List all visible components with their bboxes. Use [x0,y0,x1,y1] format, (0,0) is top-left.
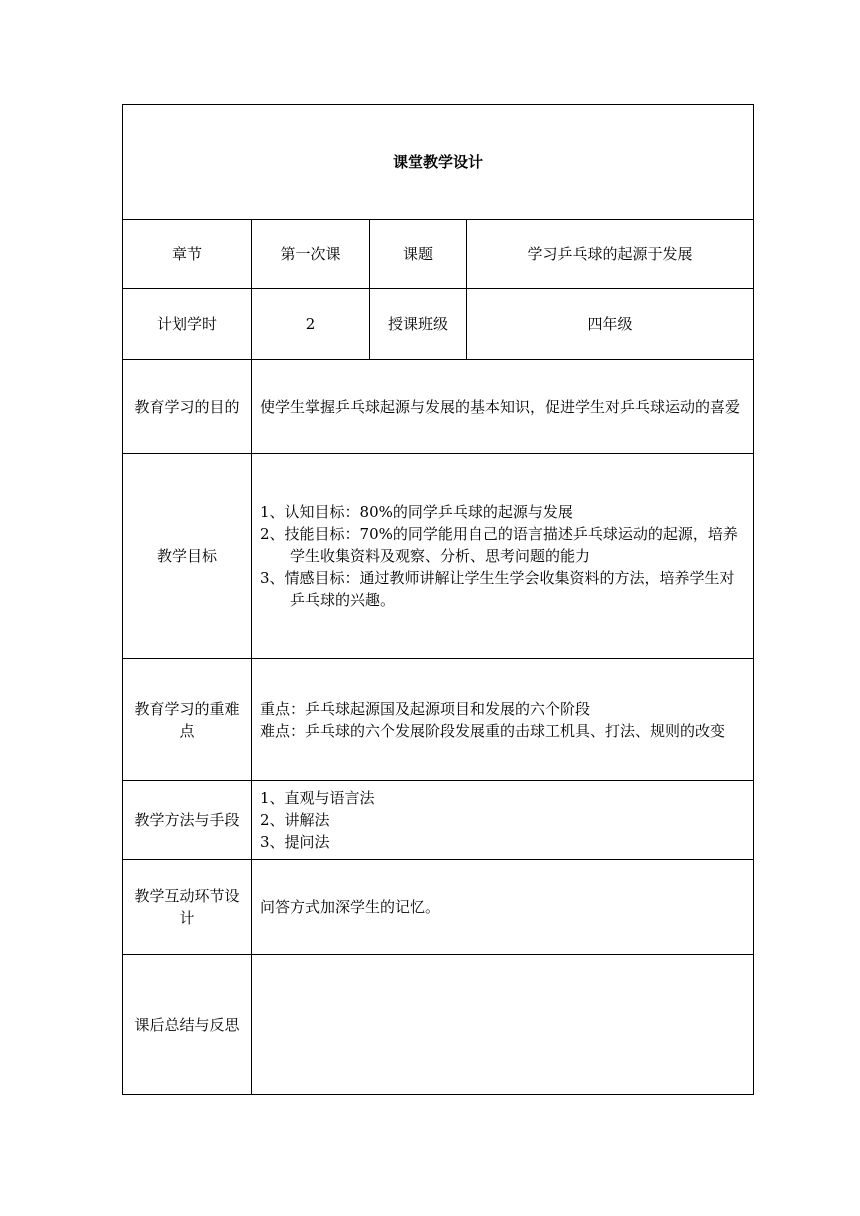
interaction-label: 教学互动环节设计 [123,860,252,955]
key-points-label: 教育学习的重难点 [123,659,252,781]
list-item: 3、情感目标：通过教师讲解让学生生学会收集资料的方法，培养学生对乒乓球的兴趣。 [260,569,735,609]
focus-text: 重点：乒乓球起源国及起源项目和发展的六个阶段 [260,699,591,718]
hours-label: 计划学时 [123,289,252,360]
list-item: 2、讲解法 [260,811,330,829]
chapter-value: 第一次课 [252,220,370,289]
purpose-label: 教育学习的目的 [123,360,252,454]
key-points-cell [252,659,754,781]
list-item: 2、技能目标：70%的同学能用自己的语言描述乒乓球运动的起源，培养学生收集资料及观察、分析、思考问题的能力 [260,525,738,565]
grade-label: 授课班级 [370,289,467,360]
purpose-value: 使学生掌握乒乓球起源与发展的基本知识，促进学生对乒乓球运动的喜爱 [252,360,754,454]
objectives-label: 教学目标 [123,454,252,659]
grade-value: 四年级 [467,289,754,360]
objectives-cell [252,454,754,659]
reflection-value [252,955,754,1095]
list-item: 1、认知目标：80%的同学乒乓球的起源与发展 [260,503,573,521]
lesson-plan-table [122,104,754,1095]
interaction-value: 问答方式加深学生的记忆。 [252,860,754,955]
list-item: 3、提问法 [260,833,330,851]
list-item: 1、直观与语言法 [260,789,375,807]
topic-label: 课题 [370,220,467,289]
topic-value: 学习乒乓球的起源于发展 [467,220,754,289]
difficulty-text: 难点：乒乓球的六个发展阶段发展重的击球工机具、打法、规则的改变 [260,721,726,740]
hours-value: 2 [252,289,370,360]
methods-label: 教学方法与手段 [123,781,252,860]
chapter-label: 章节 [123,220,252,289]
objectives-list [260,501,745,611]
page-title: 课堂教学设计 [123,105,754,220]
methods-cell [252,781,754,860]
reflection-label: 课后总结与反思 [123,955,252,1095]
